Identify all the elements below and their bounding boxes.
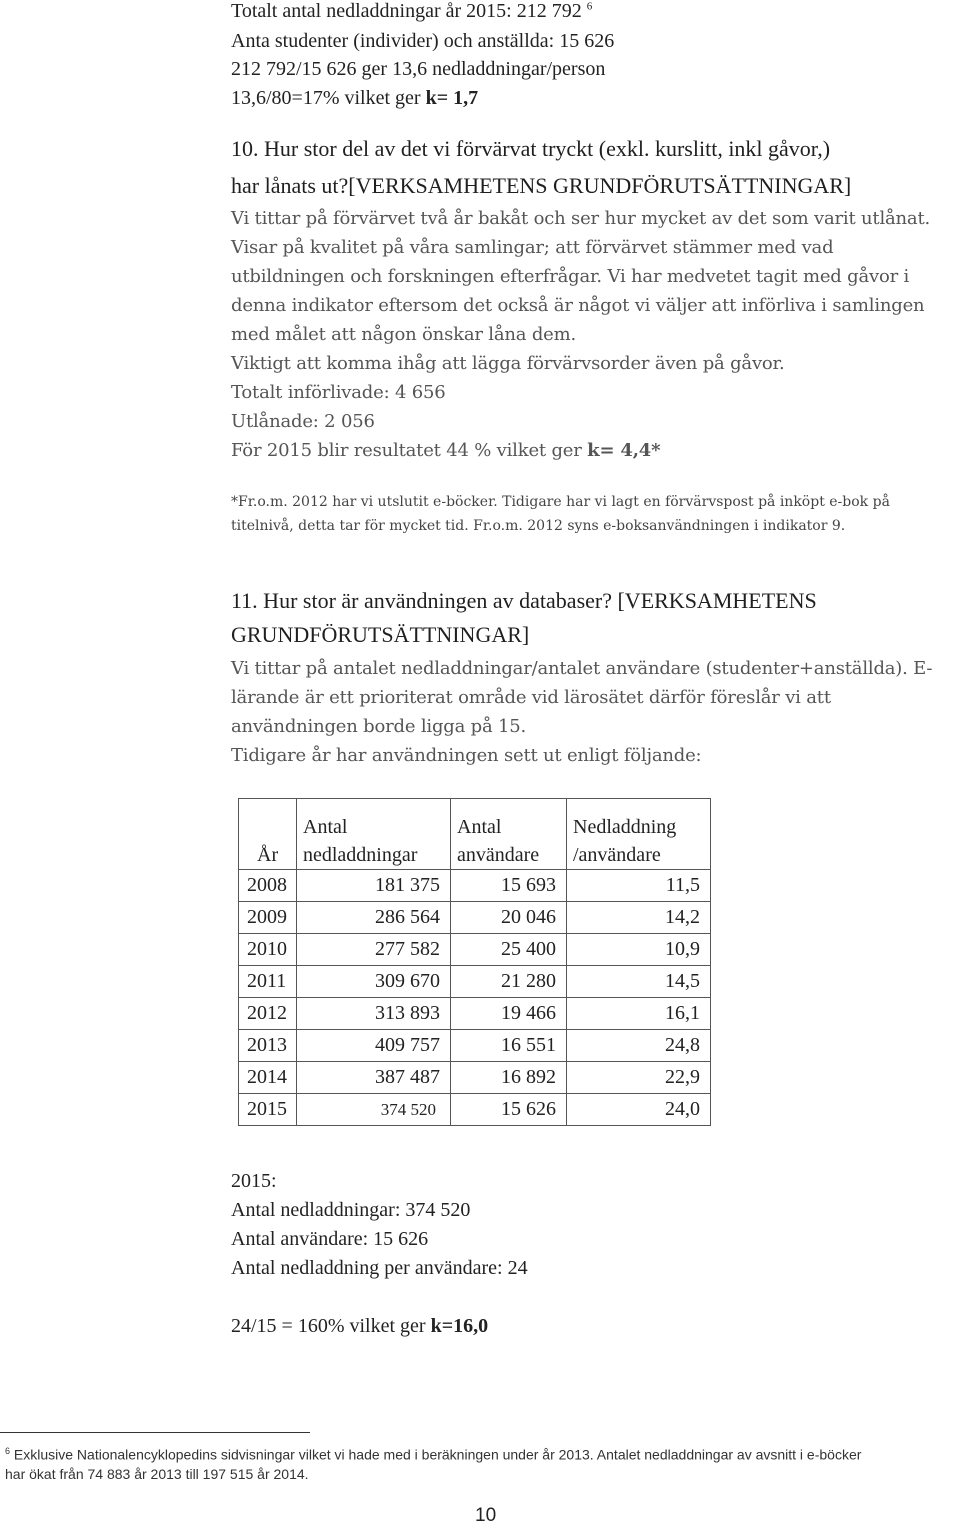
header-per-user-line2: /användare [573, 844, 661, 866]
q10-body-line: Totalt införlivade: 4 656 [231, 382, 446, 403]
summary-downloads: Antal nedladdningar: 374 520 [231, 1199, 471, 1221]
cell-downloads: 409 757 [297, 1030, 451, 1062]
table-row [239, 902, 711, 934]
cell-year: 2015 [239, 1094, 297, 1126]
cell-per-user: 11,5 [567, 870, 711, 902]
cell-year: 2014 [239, 1062, 297, 1094]
q10-result-text: För 2015 blir resultatet 44 % vilket ger [231, 440, 588, 461]
footnote-divider [0, 1432, 310, 1433]
cell-users: 20 046 [451, 902, 567, 934]
table-row [239, 966, 711, 998]
summary-users: Antal användare: 15 626 [231, 1228, 429, 1250]
header-users [451, 799, 567, 870]
cell-users: 15 693 [451, 870, 567, 902]
header-downloads [297, 799, 451, 870]
cell-per-user: 24,0 [567, 1094, 711, 1126]
cell-users: 25 400 [451, 934, 567, 966]
q11-heading-line1: 11. Hur stor är användningen av databaser? [VERKSAMHETENS [231, 588, 817, 613]
q10-note-line1: *Fr.o.m. 2012 har vi utslutit e-böcker. Tidigare har vi lagt en förvärvspost på inköpt e-bok på [231, 494, 890, 510]
cell-per-user: 14,5 [567, 966, 711, 998]
q11-body-line: användningen borde ligga på 15. [231, 716, 527, 737]
summary-year: 2015: [231, 1170, 277, 1192]
cell-downloads: 181 375 [297, 870, 451, 902]
cell-downloads: 309 670 [297, 966, 451, 998]
users-line: Anta studenter (individer) och anställda: 15 626 [231, 30, 615, 52]
header-downloads-line1: Antal [303, 816, 348, 838]
footnote-line2: har ökat från 74 883 år 2013 till 197 515 år 2014. [5, 1466, 309, 1482]
footnote-ref: 6 [586, 0, 593, 13]
k-value: k= 1,7 [425, 87, 479, 109]
cell-users: 21 280 [451, 966, 567, 998]
q11-body-line: lärande är ett prioriterat område vid lärosätet därför föreslår vi att [231, 687, 831, 708]
k-result-line [231, 87, 478, 110]
q10-body-line: utbildningen och forskningen efterfrågar. Vi har medvetet tagit med gåvor i [231, 266, 910, 287]
cell-per-user: 24,8 [567, 1030, 711, 1062]
q10-body-line: Visar på kvalitet på våra samlingar; att förvärvet stämmer med vad [231, 237, 834, 258]
cell-per-user: 16,1 [567, 998, 711, 1030]
summary-result-line [231, 1315, 488, 1338]
cell-year: 2008 [239, 870, 297, 902]
cell-downloads: 286 564 [297, 902, 451, 934]
q10-body-line: Utlånade: 2 056 [231, 411, 375, 432]
cell-downloads: 374 520 [297, 1094, 451, 1126]
table-row [239, 870, 711, 902]
usage-table [238, 798, 711, 1126]
q11-body-line: Vi tittar på antalet nedladdningar/antalet användare (studenter+anställda). E- [231, 658, 933, 679]
cell-year: 2013 [239, 1030, 297, 1062]
q10-note-line2: titelnivå, detta tar för mycket tid. Fr.o.m. 2012 syns e-boksanvändningen i indikator 9. [231, 518, 846, 534]
header-per-user [567, 799, 711, 870]
summary-result-text: 24/15 = 160% vilket ger [231, 1315, 431, 1337]
header-users-line2: användare [457, 844, 540, 866]
cell-year: 2010 [239, 934, 297, 966]
q10-heading-text: har lånats ut? [231, 173, 349, 198]
q10-body-line: denna indikator eftersom det också är något vi väljer att införliva i samlingen [231, 295, 925, 316]
q10-body-line: med målet att någon önskar låna dem. [231, 324, 576, 345]
total-downloads-text: Totalt antal nedladdningar år 2015: 212 792 [231, 0, 582, 22]
header-year [239, 799, 297, 870]
cell-users: 19 466 [451, 998, 567, 1030]
header-downloads-line2: nedladdningar [303, 844, 418, 866]
table-row [239, 1062, 711, 1094]
cell-downloads: 387 487 [297, 1062, 451, 1094]
ratio-line: 212 792/15 626 ger 13,6 nedladdningar/person [231, 58, 606, 80]
q10-heading-line1: 10. Hur stor del av det vi förvärvat tryckt (exkl. kurslitt, inkl gåvor,) [231, 136, 831, 161]
cell-users: 16 892 [451, 1062, 567, 1094]
q10-body-line: Viktigt att komma ihåg att lägga förvärvsorder även på gåvor. [231, 353, 785, 374]
table-row [239, 1094, 711, 1126]
cell-downloads: 277 582 [297, 934, 451, 966]
header-year-text: År [257, 844, 279, 866]
summary-per-user: Antal nedladdning per användare: 24 [231, 1257, 528, 1279]
k-result-text: 13,6/80=17% vilket ger [231, 87, 426, 109]
q10-result-line [231, 440, 660, 461]
table-row [239, 934, 711, 966]
q10-heading-tag: [VERKSAMHETENS GRUNDFÖRUTSÄTTNINGAR] [348, 173, 852, 198]
q10-heading-line2 [231, 173, 851, 199]
q10-body-line: Vi tittar på förvärvet två år bakåt och ser hur mycket av det som varit utlånat. [231, 208, 931, 229]
total-downloads-line [231, 0, 592, 23]
cell-per-user: 10,9 [567, 934, 711, 966]
cell-year: 2012 [239, 998, 297, 1030]
footnote-line1 [5, 1446, 861, 1463]
cell-year: 2011 [239, 966, 297, 998]
q10-k-value: k= 4,4* [587, 440, 661, 461]
page-number: 10 [475, 1505, 497, 1526]
table-header-row [239, 799, 711, 870]
summary-k-value: k=16,0 [430, 1315, 489, 1337]
cell-per-user: 14,2 [567, 902, 711, 934]
table-row [239, 1030, 711, 1062]
header-users-line1: Antal [457, 816, 502, 838]
footnote-text: Exklusive Nationalencyklopedins sidvisningar vilket vi hade med i beräkningen under år 2013. Antalet nedladdningar av avsnitt i e-böcker [10, 1446, 862, 1463]
cell-downloads: 313 893 [297, 998, 451, 1030]
q11-body-line: Tidigare år har användningen sett ut enligt följande: [231, 745, 702, 766]
header-per-user-line1: Nedladdning [573, 816, 677, 838]
q11-heading-line2: GRUNDFÖRUTSÄTTNINGAR] [231, 622, 530, 647]
table-row [239, 998, 711, 1030]
cell-users: 16 551 [451, 1030, 567, 1062]
cell-per-user: 22,9 [567, 1062, 711, 1094]
cell-year: 2009 [239, 902, 297, 934]
footnote-marker: 6 [5, 1446, 11, 1456]
cell-users: 15 626 [451, 1094, 567, 1126]
